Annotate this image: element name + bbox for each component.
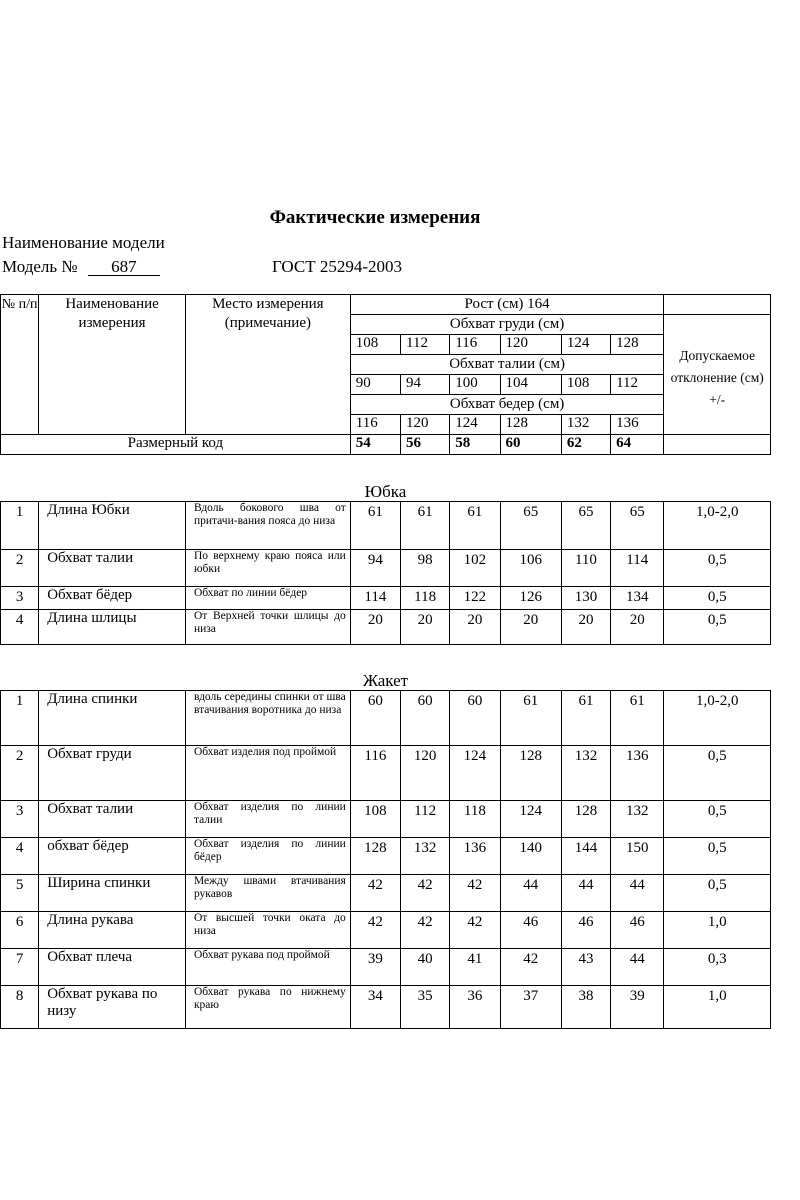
measurement-value: 65 [611,502,664,550]
table-header [1,295,771,455]
measurement-name: Длина рукава [39,912,186,949]
measurement-value: 60 [401,691,450,746]
measurement-note: Обхват изделия под проймой [185,746,350,801]
hips-value: 116 [350,415,400,435]
section-title: Жакет [1,645,771,691]
num-header: № п/п [1,295,39,435]
measurement-value: 42 [350,912,400,949]
measurement-value: 130 [561,587,610,610]
measurement-name: Обхват груди [39,746,186,801]
measurement-value: 114 [350,587,400,610]
waist-value: 104 [500,375,561,395]
measurement-value: 110 [561,550,610,587]
tolerance-header-top [664,295,771,315]
hips-value: 124 [450,415,500,435]
measurement-value: 132 [401,838,450,875]
waist-value: 100 [450,375,500,395]
section-title: Юбка [1,455,771,502]
measurement-name: Обхват талии [39,801,186,838]
row-number: 8 [1,986,39,1029]
measurement-value: 65 [500,502,561,550]
measurement-value: 39 [611,986,664,1029]
measurement-value: 102 [450,550,500,587]
measurement-note: Обхват изделия по линии бёдер [185,838,350,875]
measurement-value: 128 [350,838,400,875]
waist-value: 108 [561,375,610,395]
table-row [1,801,771,838]
tolerance-value: 1,0-2,0 [664,502,771,550]
size-code: 54 [350,435,400,455]
row-number: 1 [1,691,39,746]
table-body [1,455,771,1029]
row-number: 3 [1,587,39,610]
measurement-value: 61 [500,691,561,746]
hips-value: 120 [401,415,450,435]
waist-value: 112 [611,375,664,395]
measurement-value: 122 [450,587,500,610]
measurement-value: 42 [450,912,500,949]
measurement-note: Обхват изделия по линии талии [185,801,350,838]
measurement-name: Длина шлицы [39,610,186,645]
size-code-empty [664,435,771,455]
row-number: 4 [1,838,39,875]
row-number: 1 [1,502,39,550]
size-code: 58 [450,435,500,455]
row-number: 2 [1,746,39,801]
chest-value: 120 [500,335,561,355]
measurement-name: Длина спинки [39,691,186,746]
size-code: 60 [500,435,561,455]
table-row [1,912,771,949]
measurement-note: Обхват рукава под проймой [185,949,350,986]
chest-value: 124 [561,335,610,355]
measurement-value: 44 [561,875,610,912]
measurement-value: 61 [401,502,450,550]
measurement-value: 38 [561,986,610,1029]
measurement-value: 40 [401,949,450,986]
tolerance-value: 1,0-2,0 [664,691,771,746]
measurement-value: 94 [350,550,400,587]
measurement-value: 39 [350,949,400,986]
gost-label: ГОСТ 25294-2003 [272,257,403,276]
tolerance-value: 1,0 [664,912,771,949]
measurement-value: 42 [350,875,400,912]
model-name-label: Наименование модели [2,233,165,252]
measurement-note: вдоль середины спинки от шва втачивания воротника до низа [185,691,350,746]
waist-value: 90 [350,375,400,395]
row-number: 4 [1,610,39,645]
model-number: 687 [88,258,160,276]
measurement-value: 140 [500,838,561,875]
chest-header: Обхват груди (см) [350,315,664,335]
measurement-value: 44 [611,875,664,912]
size-code: 64 [611,435,664,455]
measurement-value: 128 [500,746,561,801]
tolerance-value: 0,5 [664,801,771,838]
model-label: Модель № [2,257,78,276]
measurement-value: 108 [350,801,400,838]
measurement-name: Обхват талии [39,550,186,587]
section-header [1,455,771,502]
measurement-value: 112 [401,801,450,838]
measurement-value: 144 [561,838,610,875]
chest-value: 112 [401,335,450,355]
measurement-name: Обхват рукава по низу [39,986,186,1029]
measurement-note: От Верхней точки шлицы до низа [185,610,350,645]
table-row [1,691,771,746]
place-header: Место измерения (примечание) [185,295,350,435]
chest-value: 116 [450,335,500,355]
measurement-value: 118 [450,801,500,838]
measurement-value: 37 [500,986,561,1029]
waist-header: Обхват талии (см) [350,355,664,375]
measurement-value: 42 [401,875,450,912]
tolerance-value: 0,5 [664,610,771,645]
measurement-value: 42 [450,875,500,912]
waist-value: 94 [401,375,450,395]
size-code: 56 [401,435,450,455]
measurement-value: 120 [401,746,450,801]
measurement-value: 46 [611,912,664,949]
measurement-value: 132 [561,746,610,801]
row-number: 5 [1,875,39,912]
measurement-value: 132 [611,801,664,838]
table-row [1,838,771,875]
measurement-value: 20 [611,610,664,645]
measurement-value: 60 [450,691,500,746]
measurement-value: 41 [450,949,500,986]
measurement-name: Ширина спинки [39,875,186,912]
table-row [1,949,771,986]
measurement-value: 136 [611,746,664,801]
measurement-value: 61 [611,691,664,746]
tolerance-value: 0,5 [664,875,771,912]
measurement-value: 128 [561,801,610,838]
measurement-value: 116 [350,746,400,801]
measurement-value: 124 [450,746,500,801]
measurement-name: Обхват бёдер [39,587,186,610]
measurement-value: 106 [500,550,561,587]
chest-value: 108 [350,335,400,355]
measurement-value: 35 [401,986,450,1029]
hips-value: 136 [611,415,664,435]
measurement-value: 150 [611,838,664,875]
measurement-value: 46 [561,912,610,949]
tolerance-value: 0,3 [664,949,771,986]
measurement-note: Между швами втачивания рукавов [185,875,350,912]
section-header [1,645,771,691]
measurements-table [0,294,771,1029]
measurement-value: 61 [450,502,500,550]
page-title: Фактические измерения [269,207,481,228]
table-row [1,875,771,912]
row-number: 2 [1,550,39,587]
measurement-name: Длина Юбки [39,502,186,550]
name-header: Наименование измерения [39,295,186,435]
table-row [1,550,771,587]
measurement-value: 126 [500,587,561,610]
chest-value: 128 [611,335,664,355]
measurement-value: 134 [611,587,664,610]
measurement-value: 20 [350,610,400,645]
size-code-row [1,435,771,455]
measurement-name: обхват бёдер [39,838,186,875]
measurement-value: 20 [450,610,500,645]
measurement-note: Вдоль бокового шва от притачи-вания пояса до низа [185,502,350,550]
table-row [1,986,771,1029]
measurement-note: Обхват рукава по нижнему краю [185,986,350,1029]
tolerance-value: 0,5 [664,550,771,587]
measurement-note: Обхват по линии бёдер [185,587,350,610]
table-row [1,502,771,550]
measurement-value: 43 [561,949,610,986]
table-row [1,746,771,801]
tolerance-header: Допускаемое отклонение (см) +/- [664,315,771,435]
measurement-value: 42 [401,912,450,949]
measurement-value: 60 [350,691,400,746]
measurement-value: 61 [561,691,610,746]
measurement-name: Обхват плеча [39,949,186,986]
measurement-value: 44 [500,875,561,912]
measurement-value: 124 [500,801,561,838]
hips-value: 128 [500,415,561,435]
measurement-value: 42 [500,949,561,986]
measurement-value: 65 [561,502,610,550]
measurement-value: 44 [611,949,664,986]
measurement-value: 118 [401,587,450,610]
row-number: 6 [1,912,39,949]
model-line [2,257,160,277]
measurement-note: По верхнему краю пояса или юбки [185,550,350,587]
height-header: Рост (см) 164 [350,295,664,315]
tolerance-value: 0,5 [664,587,771,610]
measurement-value: 114 [611,550,664,587]
measurement-value: 34 [350,986,400,1029]
measurement-note: От высшей точки оката до низа [185,912,350,949]
measurement-value: 20 [561,610,610,645]
row-number: 3 [1,801,39,838]
measurement-value: 98 [401,550,450,587]
size-code: 62 [561,435,610,455]
tolerance-value: 0,5 [664,838,771,875]
hips-header: Обхват бедер (см) [350,395,664,415]
measurement-value: 20 [401,610,450,645]
measurement-value: 46 [500,912,561,949]
measurement-value: 136 [450,838,500,875]
measurement-value: 61 [350,502,400,550]
table-row [1,587,771,610]
table-row [1,610,771,645]
row-number: 7 [1,949,39,986]
hips-value: 132 [561,415,610,435]
tolerance-value: 0,5 [664,746,771,801]
measurement-value: 20 [500,610,561,645]
size-code-label: Размерный код [1,435,351,455]
measurement-value: 36 [450,986,500,1029]
tolerance-value: 1,0 [664,986,771,1029]
